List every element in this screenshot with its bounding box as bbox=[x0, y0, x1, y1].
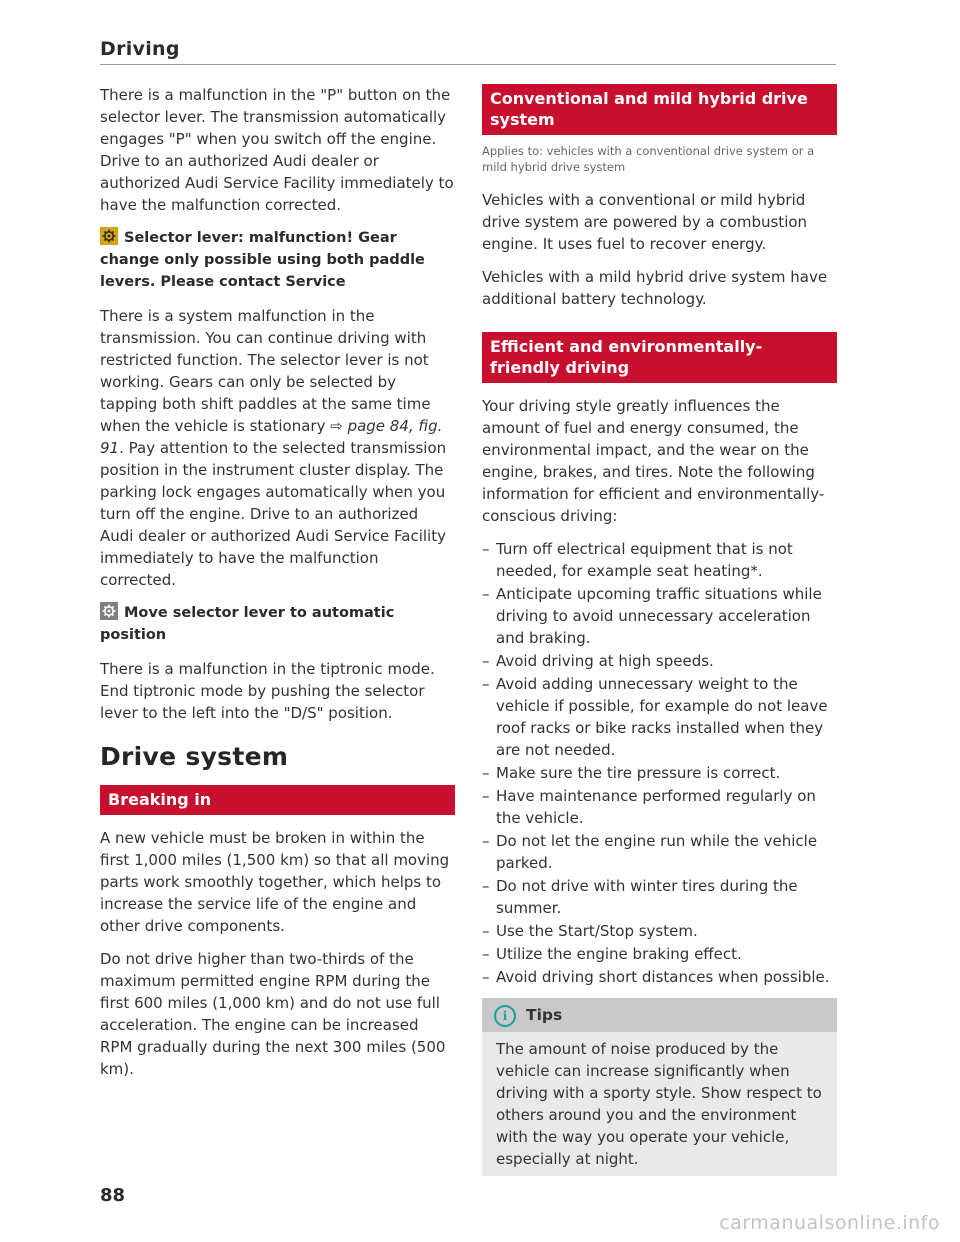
left-column bbox=[100, 84, 455, 1091]
header-divider bbox=[100, 64, 836, 65]
section-title-drive-system: Drive system bbox=[100, 742, 289, 771]
transmission-info-icon bbox=[100, 602, 118, 620]
info-icon: i bbox=[494, 1005, 516, 1027]
paragraph-break-in-rpm: Do not drive higher than two-thirds of the maximum permitted engine RPM during the first 600 miles (1,000 km) and do not use full acceleration. The engine can be increased RPM gradually during the next 300 miles (500 km). bbox=[100, 950, 446, 1078]
subsection-bar-efficient-driving: Efficient and environmentally-friendly driving bbox=[482, 332, 837, 383]
page-reference-link[interactable]: ⇨ page 84, fig. 91 bbox=[100, 417, 443, 457]
transmission-warning-icon bbox=[100, 227, 118, 245]
right-column bbox=[482, 84, 837, 1176]
list-item: – Do not drive with winter tires during the summer. bbox=[482, 875, 837, 919]
paragraph-tiptronic: There is a malfunction in the tiptronic mode. End tiptronic mode by pushing the selector lever to the left into the "D/S" position. bbox=[100, 660, 435, 722]
tips-title: Tips bbox=[526, 1006, 563, 1024]
warning-heading-automatic-position bbox=[100, 602, 455, 646]
list-item: – Do not let the engine run while the vehicle parked. bbox=[482, 830, 837, 874]
list-item: – Have maintenance performed regularly on the vehicle. bbox=[482, 785, 837, 829]
list-item: – Make sure the tire pressure is correct. bbox=[482, 762, 837, 784]
subsection-bar-conventional-hybrid: Conventional and mild hybrid drive system bbox=[482, 84, 837, 135]
applies-to-note: Applies to: vehicles with a conventional drive system or a mild hybrid drive system bbox=[482, 144, 815, 174]
list-item: – Avoid adding unnecessary weight to the vehicle if possible, for example do not leave roof racks or bike racks installed when they are not needed. bbox=[482, 673, 837, 761]
paragraph-driving-style: Your driving style greatly influences the amount of fuel and energy consumed, the environmental impact, and the wear on the engine, brakes, and tires. Note the following information for efficient and environmentally-conscious driving: bbox=[482, 397, 825, 525]
subsection-bar-breaking-in: Breaking in bbox=[100, 785, 455, 815]
paragraph-combustion-engine: Vehicles with a conventional or mild hybrid drive system are powered by a combustion engine. It uses fuel to recover energy. bbox=[482, 191, 808, 253]
tips-text: The amount of noise produced by the vehicle can increase significantly when driving with a sporty style. Show respect to others around you and the environment with the way you operate your vehicle, especially at night. bbox=[496, 1040, 822, 1168]
list-item: – Use the Start/Stop system. bbox=[482, 920, 837, 942]
warning-title-text: Move selector lever to automatic position bbox=[100, 605, 395, 643]
watermark: carmanualsonline.info bbox=[719, 1212, 940, 1234]
paragraph-battery-technology: Vehicles with a mild hybrid drive system have additional battery technology. bbox=[482, 268, 828, 308]
page-number: 88 bbox=[100, 1185, 126, 1206]
paragraph-system-malfunction: There is a system malfunction in the transmission. You can continue driving with restricted function. The selector lever is not working. Gears can only be selected by tapping both shift paddles at the same time when the vehicle is stationary ⇨ page 84, fig. 91. Pay attention to the selected transmission position in the instrument cluster display. The parking lock engages automatically when you turn off the engine. Drive to an authorized Audi dealer or authorized Audi Service Facility immediately to have the malfunction corrected. bbox=[100, 307, 447, 589]
warning-heading-selector-malfunction bbox=[100, 227, 455, 293]
running-header: Driving bbox=[100, 38, 180, 60]
list-item: – Utilize the engine braking effect. bbox=[482, 943, 837, 965]
paragraph-break-in-distance: A new vehicle must be broken in within the first 1,000 miles (1,500 km) so that all moving parts work smoothly together, which helps to increase the service life of the engine and other drive components. bbox=[100, 829, 450, 935]
list-item: – Avoid driving at high speeds. bbox=[482, 650, 837, 672]
tips-header bbox=[482, 998, 837, 1032]
warning-title-text: Selector lever: malfunction! Gear change only possible using both paddle levers. Please contact Service bbox=[100, 230, 425, 290]
tips-box bbox=[482, 998, 837, 1176]
list-item: – Anticipate upcoming traffic situations while driving to avoid unnecessary acceleration and braking. bbox=[482, 583, 837, 649]
list-item: – Avoid driving short distances when possible. bbox=[482, 966, 837, 988]
efficiency-tips-list bbox=[482, 538, 837, 988]
paragraph-p-button-malfunction: There is a malfunction in the "P" button on the selector lever. The transmission automatically engages "P" when you switch off the engine. Drive to an authorized Audi dealer or authorized Audi Service Facility immediately to have the malfunction corrected. bbox=[100, 86, 454, 214]
list-item: – Turn off electrical equipment that is not needed, for example seat heating*. bbox=[482, 538, 837, 582]
